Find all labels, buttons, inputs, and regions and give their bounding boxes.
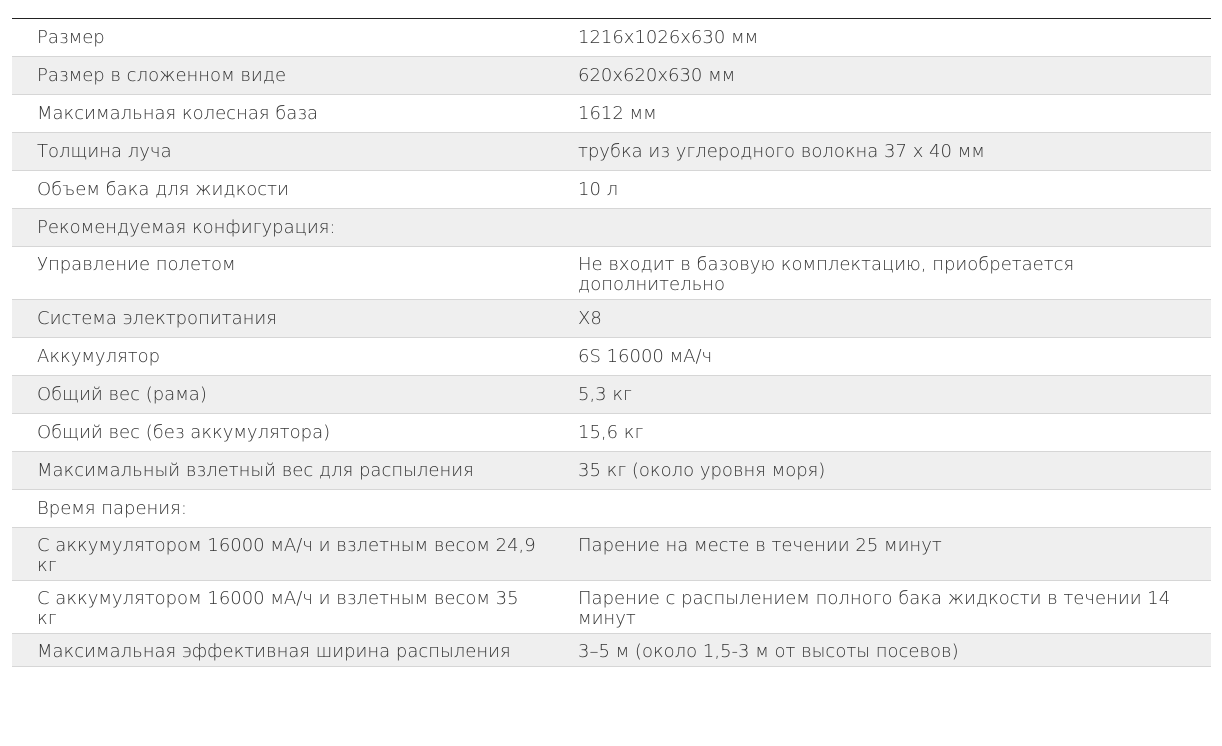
spec-value: 15,6 кг [578,422,644,443]
spec-label: Система электропитания [37,308,277,329]
table-row [12,171,1211,209]
spec-value: 5,3 кг [578,384,632,405]
spec-label: Максимальная эффективная ширина распыления [37,641,511,662]
spec-label: С аккумулятором 16000 мА/ч и взлетным весом 35 кг [37,588,519,629]
spec-value [552,490,1211,528]
spec-section-heading: Рекомендуемая конфигурация: [37,217,336,238]
spec-label: Размер [37,27,105,48]
table-row [12,247,1211,300]
spec-value: Не входит в базовую комплектацию, приобретается дополнительно [578,254,1075,295]
spec-label: Управление полетом [37,254,236,275]
spec-value: трубка из углеродного волокна 37 x 40 мм [578,141,985,162]
specifications-table-container [12,18,1211,667]
spec-value: Парение на месте в течении 25 минут [578,535,942,556]
spec-label: Размер в сложенном виде [37,65,287,86]
table-row [12,581,1211,634]
table-row [12,300,1211,338]
table-row [12,133,1211,171]
spec-value [552,209,1211,247]
table-row [12,376,1211,414]
spec-value: 35 кг (около уровня моря) [578,460,826,481]
table-row [12,414,1211,452]
spec-label: Аккумулятор [37,346,161,367]
spec-label: Общий вес (рама) [37,384,207,405]
spec-label: Максимальный взлетный вес для распыления [37,460,474,481]
specifications-table [12,18,1211,667]
spec-section-heading: Время парения: [37,498,187,519]
spec-label: С аккумулятором 16000 мА/ч и взлетным весом 24,9 кг [37,535,536,576]
table-row-section-heading [12,490,1211,528]
spec-label: Толщина луча [37,141,172,162]
spec-value: 1216x1026x630 мм [578,27,759,48]
table-row [12,19,1211,57]
spec-label: Объем бака для жидкости [37,179,289,200]
spec-value: 10 л [578,179,619,200]
table-row-section-heading [12,209,1211,247]
spec-value: 620x620x630 мм [578,65,736,86]
table-row [12,95,1211,133]
table-row [12,634,1211,667]
spec-value: 1612 мм [578,103,657,124]
spec-value: Парение с распылением полного бака жидкости в течении 14 минут [578,588,1171,629]
spec-value: 3–5 м (около 1,5-3 м от высоты посевов) [578,641,959,662]
table-row [12,338,1211,376]
table-row [12,528,1211,581]
table-row [12,57,1211,95]
spec-label: Общий вес (без аккумулятора) [37,422,331,443]
spec-value: X8 [578,308,602,329]
spec-value: 6S 16000 мА/ч [578,346,713,367]
spec-label: Максимальная колесная база [37,103,319,124]
table-row [12,452,1211,490]
